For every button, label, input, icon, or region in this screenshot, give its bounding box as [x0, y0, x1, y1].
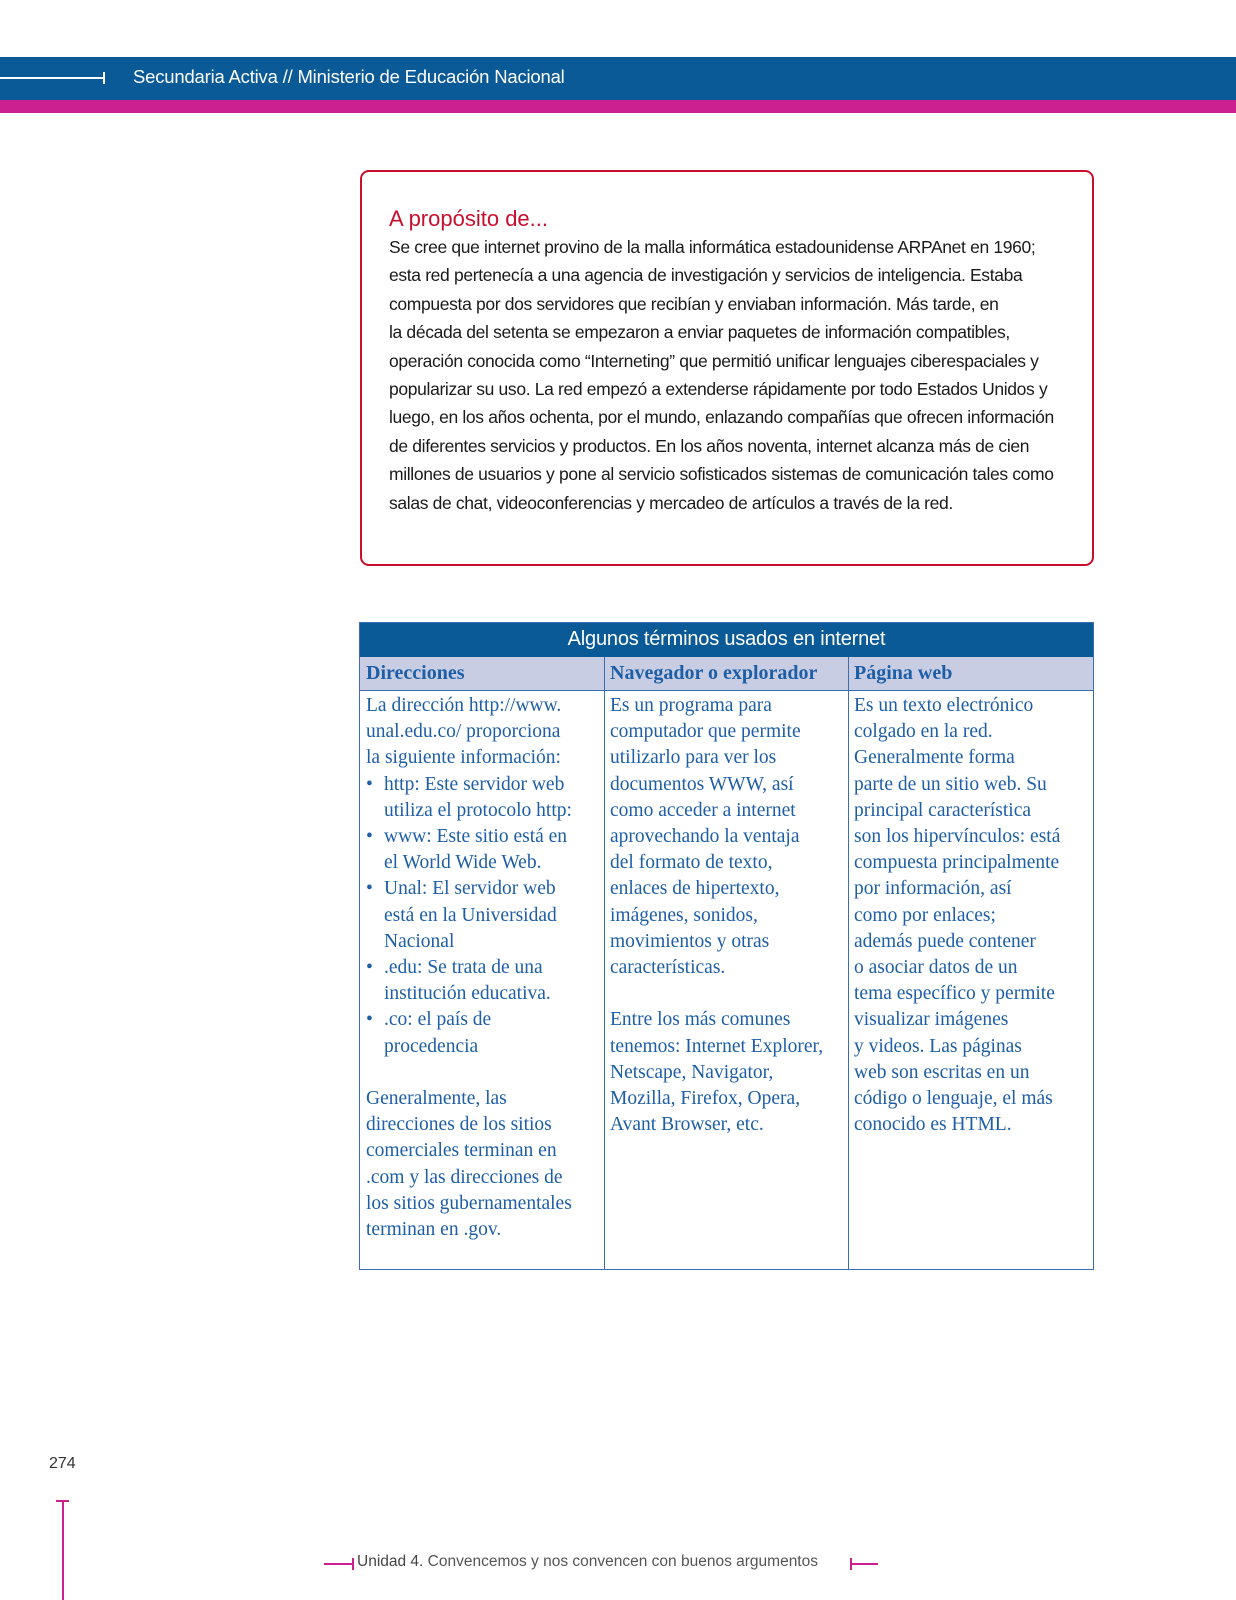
- bullet-item: [366, 1007, 602, 1033]
- paragraph-gap: [610, 981, 846, 1007]
- bullet-text: .co: el país de: [384, 1009, 492, 1031]
- bullet-continuation: Nacional: [384, 930, 455, 952]
- cell-line: código o lenguaje, el más: [854, 1088, 1053, 1110]
- bullet-continuation: está en la Universidad: [384, 904, 557, 926]
- cell-line: Netscape, Navigator,: [610, 1061, 774, 1083]
- cell-line: computador que permite: [610, 721, 801, 743]
- callout-line: operación conocida como “Interneting” que permitió unificar lenguajes ciberespaciales y: [389, 350, 1039, 371]
- cell-direcciones: [366, 693, 602, 1243]
- cell-line: Mozilla, Firefox, Opera,: [610, 1088, 801, 1110]
- cell-line: visualizar imágenes: [854, 1009, 1009, 1031]
- page-number: 274: [49, 1455, 76, 1472]
- cell-line: Es un texto electrónico: [854, 695, 1034, 716]
- bullet-continuation: institución educativa.: [384, 983, 551, 1005]
- unit-title: Convencemos y nos convencen con buenos argumentos: [423, 1553, 818, 1570]
- cell-line: tema específico y permite: [854, 983, 1055, 1005]
- callout-line: esta red pertenecía a una agencia de investigación y servicios de inteligencia. Estaba: [389, 265, 1023, 286]
- cell-line: tenemos: Internet Explorer,: [610, 1035, 824, 1057]
- cell-line: características.: [610, 957, 726, 979]
- cell-line: por información, así: [854, 878, 1012, 900]
- bullet-text: .edu: Se trata de una: [384, 957, 543, 979]
- callout-box: [360, 170, 1094, 566]
- header-direcciones: Direcciones: [366, 662, 465, 684]
- cell-line: del formato de texto,: [610, 852, 773, 874]
- bullet-continuation: utiliza el protocolo http:: [384, 799, 572, 821]
- bullet-item: [366, 955, 602, 981]
- header-rule: [0, 77, 104, 79]
- bullet-continuation: el World Wide Web.: [384, 852, 542, 874]
- bullet-item: [366, 772, 602, 798]
- cell-line: colgado en la red.: [854, 721, 993, 743]
- bullet-icon: •: [366, 957, 373, 979]
- cell-line: como por enlaces;: [854, 904, 996, 926]
- cell-line: Es un programa para: [610, 695, 772, 716]
- bullet-text: http: Este servidor web: [384, 773, 565, 795]
- cell-line: compuesta principalmente: [854, 852, 1060, 874]
- cell-line: además puede contener: [854, 930, 1036, 952]
- margin-rule: [62, 1500, 64, 1600]
- footer-rule-right: [850, 1563, 878, 1565]
- callout-line: Se cree que internet provino de la malla informática estadounidense ARPAnet en 1960;: [389, 237, 1036, 257]
- header-accent-stripe: [0, 100, 1236, 113]
- cell-line: son los hipervínculos: está: [854, 826, 1061, 848]
- cell-line: terminan en .gov.: [366, 1219, 502, 1241]
- column-divider: [604, 657, 605, 1269]
- table-header-row: [360, 657, 1093, 691]
- cell-line: y videos. Las páginas: [854, 1035, 1022, 1057]
- callout-line: la década del setenta se empezaron a enviar paquetes de información compatibles,: [389, 322, 1010, 343]
- table-title: Algunos términos usados en internet: [360, 623, 1093, 657]
- cell-line: enlaces de hipertexto,: [610, 878, 780, 900]
- cell-line: Entre los más comunes: [610, 1009, 791, 1031]
- cell-line: comerciales terminan en: [366, 1140, 557, 1162]
- terms-table: [359, 622, 1094, 1270]
- bullet-text: Unal: El servidor web: [384, 878, 556, 900]
- callout-title: A propósito de...: [389, 206, 548, 231]
- cell-line: conocido es HTML.: [854, 1114, 1012, 1136]
- unit-label: Unidad 4.: [357, 1553, 424, 1570]
- cell-line: La dirección http://www.: [366, 695, 562, 716]
- bullet-item: [366, 876, 602, 902]
- cell-navegador: [610, 693, 846, 1138]
- cell-line: la siguiente información:: [366, 747, 561, 769]
- header-title: Secundaria Activa // Ministerio de Educación Nacional: [133, 66, 565, 87]
- bullet-text: www: Este sitio está en: [384, 826, 568, 848]
- cell-line: imágenes, sonidos,: [610, 904, 758, 926]
- cell-line: .com y las direcciones de: [366, 1166, 563, 1188]
- cell-pagina-web: [854, 693, 1092, 1138]
- header-pagina-web: Página web: [854, 662, 953, 684]
- cell-line: los sitios gubernamentales: [366, 1192, 572, 1214]
- cell-line: documentos WWW, así: [610, 773, 794, 795]
- footer-rule-left-tick: [352, 1558, 354, 1570]
- callout-body: [389, 233, 1054, 517]
- cell-line: o asociar datos de un: [854, 957, 1018, 979]
- footer-rule-right-tick: [850, 1558, 852, 1570]
- paragraph-gap: [366, 1060, 602, 1086]
- bullet-icon: •: [366, 1009, 373, 1031]
- callout-line: de diferentes servicios y productos. En los años noventa, internet alcanza más de cien: [389, 435, 1030, 456]
- callout-line: luego, en los años ochenta, por el mundo, enlazando compañías que ofrecen información: [389, 407, 1054, 428]
- cell-line: movimientos y otras: [610, 930, 770, 952]
- margin-rule-tick: [56, 1500, 69, 1502]
- cell-line: Avant Browser, etc.: [610, 1114, 764, 1136]
- cell-line: utilizarlo para ver los: [610, 747, 777, 769]
- bullet-icon: •: [366, 773, 373, 795]
- bullet-icon: •: [366, 878, 373, 900]
- column-divider: [848, 657, 849, 1269]
- callout-line: popularizar su uso. La red empezó a extenderse rápidamente por todo Estados Unidos y: [389, 379, 1048, 400]
- cell-line: como acceder a internet: [610, 799, 796, 821]
- cell-line: Generalmente forma: [854, 747, 1015, 769]
- callout-line: compuesta por dos servidores que recibían y enviaban información. Más tarde, en: [389, 293, 999, 314]
- cell-line: aprovechando la ventaja: [610, 826, 800, 848]
- bullet-icon: •: [366, 826, 373, 848]
- footer-unit-title: [357, 1553, 818, 1571]
- header-navegador: Navegador o explorador: [610, 662, 818, 684]
- cell-line: parte de un sitio web. Su: [854, 773, 1047, 795]
- header-rule-tick: [103, 72, 105, 84]
- callout-line: salas de chat, videoconferencias y mercadeo de artículos a través de la red.: [389, 492, 953, 513]
- footer-rule-left: [324, 1563, 354, 1565]
- bullet-continuation: procedencia: [384, 1035, 479, 1057]
- callout-line: millones de usuarios y pone al servicio sofisticados sistemas de comunicación tales como: [389, 464, 1054, 485]
- bullet-item: [366, 824, 602, 850]
- cell-line: Generalmente, las: [366, 1088, 507, 1110]
- cell-line: direcciones de los sitios: [366, 1114, 552, 1136]
- cell-line: principal característica: [854, 799, 1032, 821]
- cell-line: unal.edu.co/ proporciona: [366, 721, 561, 743]
- cell-line: web son escritas en un: [854, 1061, 1030, 1083]
